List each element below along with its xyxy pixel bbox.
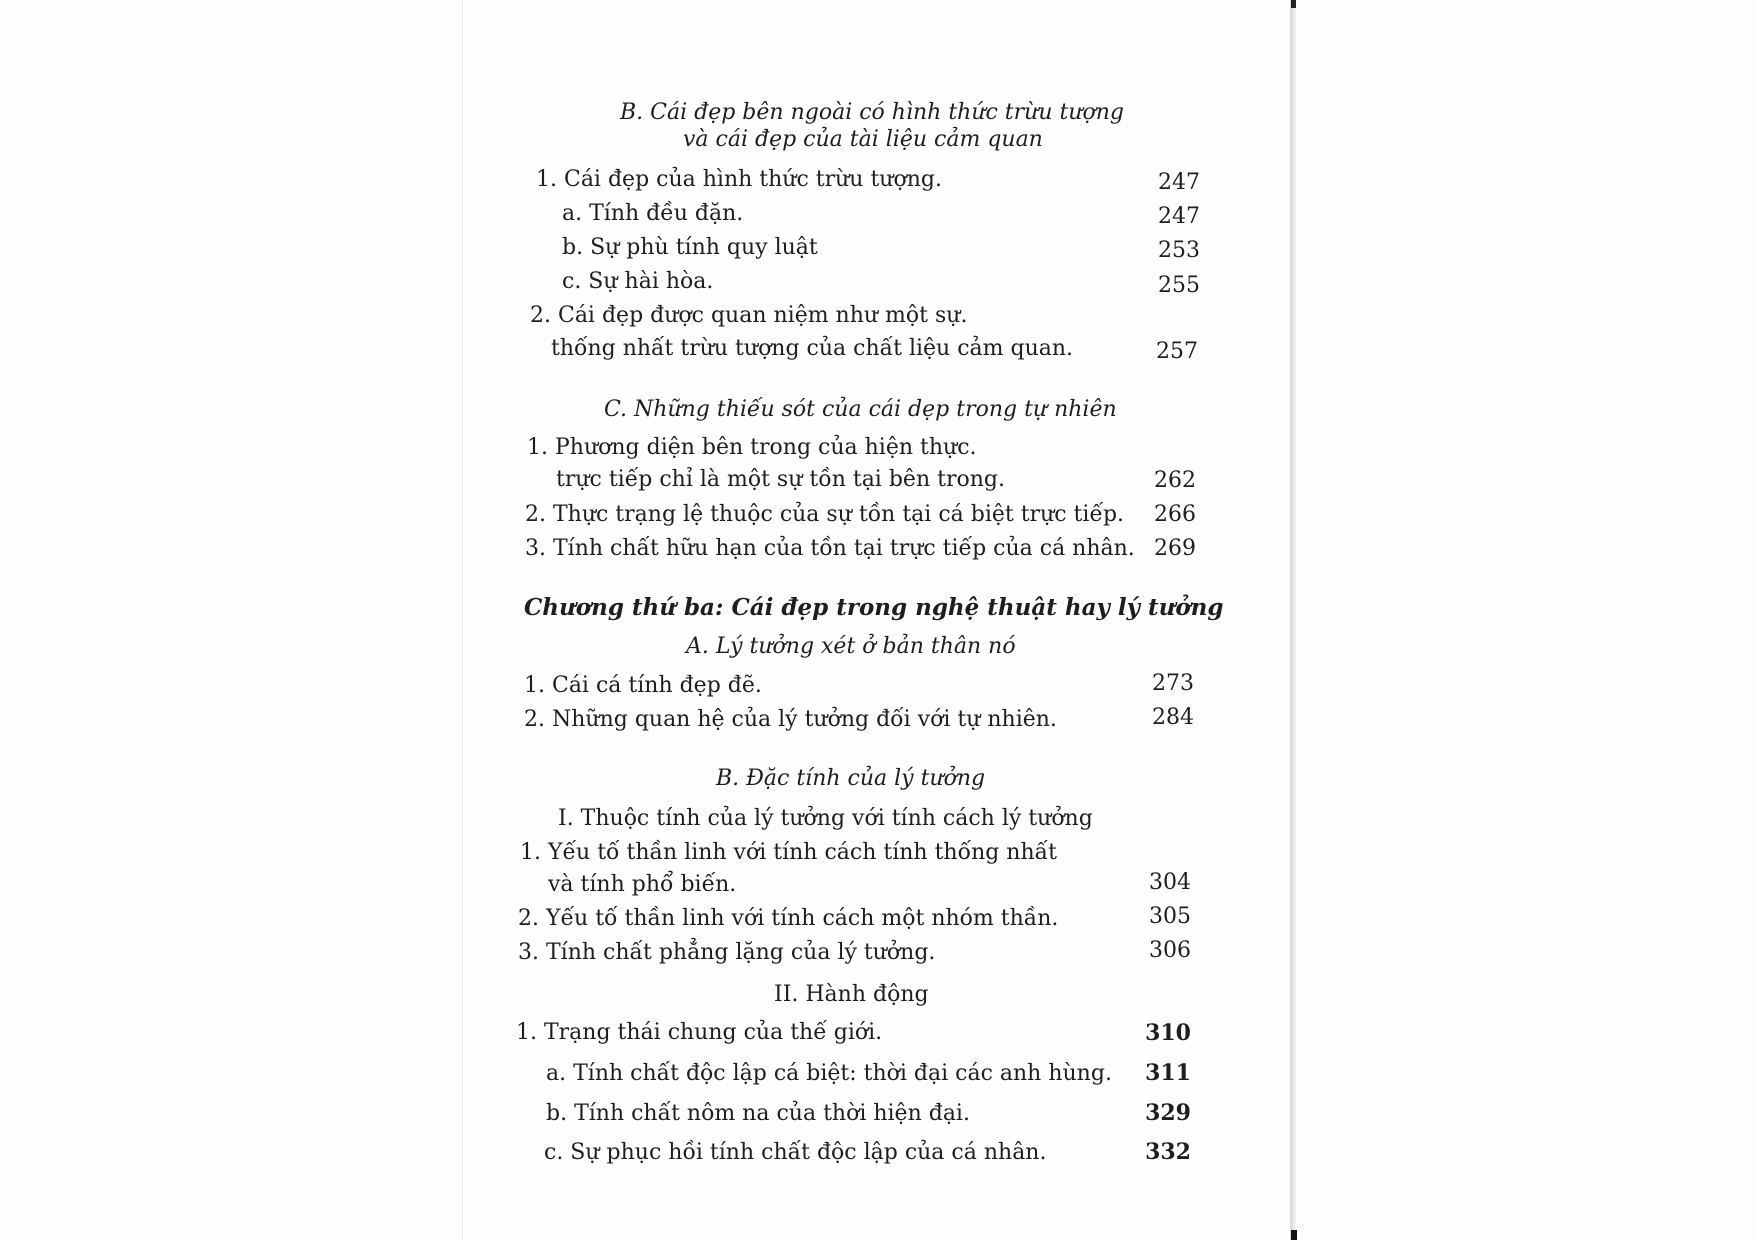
toc-page-number: 257: [1156, 339, 1198, 364]
toc-entry-text: 2. Thực trạng lệ thuộc của sự tồn tại cá biệt trực tiếp.: [525, 502, 1125, 527]
section-b-title-line2: và cái đẹp của tài liệu cảm quan: [683, 127, 1043, 152]
toc-entry-text: 1. Phương diện bên trong của hiện thực.: [527, 435, 977, 460]
toc-page-number: 269: [1154, 536, 1196, 561]
toc-page-number: 266: [1154, 502, 1196, 527]
part-ii-title: II. Hành động: [774, 982, 929, 1007]
toc-page-number: 305: [1149, 904, 1191, 929]
section-b-char-title: B. Đặc tính của lý tưởng: [716, 766, 986, 791]
toc-entry-text: b. Tính chất nôm na của thời hiện đại.: [546, 1101, 970, 1126]
toc-page-number: 332: [1145, 1139, 1191, 1165]
toc-entry-text: 1. Yếu tố thần linh với tính cách tính thống nhất: [520, 840, 1057, 865]
scan-mark-bottom: [1291, 1230, 1297, 1240]
toc-page-number: 311: [1145, 1060, 1191, 1086]
toc-entry-text: 2. Cái đẹp được quan niệm như một sự.: [530, 303, 968, 328]
toc-page-number: 310: [1145, 1020, 1191, 1046]
toc-entry-text: b. Sự phù tính quy luật: [562, 235, 818, 260]
toc-entry-text-continued: trực tiếp chỉ là một sự tồn tại bên trong.: [556, 467, 1005, 492]
scan-mark-top: [1291, 0, 1296, 8]
section-c-title: C. Những thiếu sót của cái dẹp trong tự nhiên: [604, 397, 1117, 422]
toc-page-number: 253: [1158, 238, 1200, 263]
chapter-title: Chương thứ ba: Cái đẹp trong nghệ thuật hay lý tưởng: [524, 594, 1224, 621]
toc-entry-text: 2. Những quan hệ của lý tưởng đối với tự nhiên.: [524, 707, 1057, 732]
section-a-title: A. Lý tưởng xét ở bản thân nó: [686, 634, 1016, 659]
toc-page-number: 284: [1152, 705, 1194, 730]
toc-page-number: 306: [1149, 938, 1191, 963]
toc-page-number: 329: [1145, 1100, 1191, 1126]
toc-page-number: 262: [1154, 468, 1196, 493]
toc-page-number: 273: [1152, 671, 1194, 696]
toc-entry-text: 1. Cái cá tính đẹp đẽ.: [524, 673, 762, 698]
toc-entry-text: a. Tính chất độc lập cá biệt: thời đại các anh hùng.: [546, 1061, 1112, 1086]
toc-entry-text: 3. Tính chất hữu hạn của tồn tại trực tiếp của cá nhân.: [525, 536, 1135, 561]
toc-entry-text: c. Sự phục hồi tính chất độc lập của cá nhân.: [544, 1140, 1047, 1165]
part-i-title: I. Thuộc tính của lý tưởng với tính cách lý tưởng: [558, 806, 1093, 831]
toc-entry-text: 1. Cái đẹp của hình thức trừu tượng.: [536, 167, 942, 192]
toc-entry-text: c. Sự hài hòa.: [562, 269, 714, 294]
section-b-title-line1: B. Cái đẹp bên ngoài có hình thức trừu tượng: [620, 100, 1125, 125]
toc-page-number: 247: [1158, 204, 1200, 229]
toc-page-number: 247: [1158, 170, 1200, 195]
page-edge: [1290, 0, 1296, 1240]
toc-entry-text: 2. Yếu tố thần linh với tính cách một nhóm thần.: [518, 906, 1059, 931]
toc-entry-text: 1. Trạng thái chung của thế giới.: [516, 1020, 883, 1045]
toc-entry-text: 3. Tính chất phẳng lặng của lý tưởng.: [518, 940, 936, 965]
toc-entry-text: a. Tính đều đặn.: [562, 201, 744, 226]
toc-entry-text-continued: thống nhất trừu tượng của chất liệu cảm quan.: [551, 336, 1074, 361]
toc-page-number: 304: [1149, 870, 1191, 895]
toc-entry-text-continued: và tính phổ biến.: [548, 872, 737, 897]
toc-page-number: 255: [1158, 273, 1200, 298]
